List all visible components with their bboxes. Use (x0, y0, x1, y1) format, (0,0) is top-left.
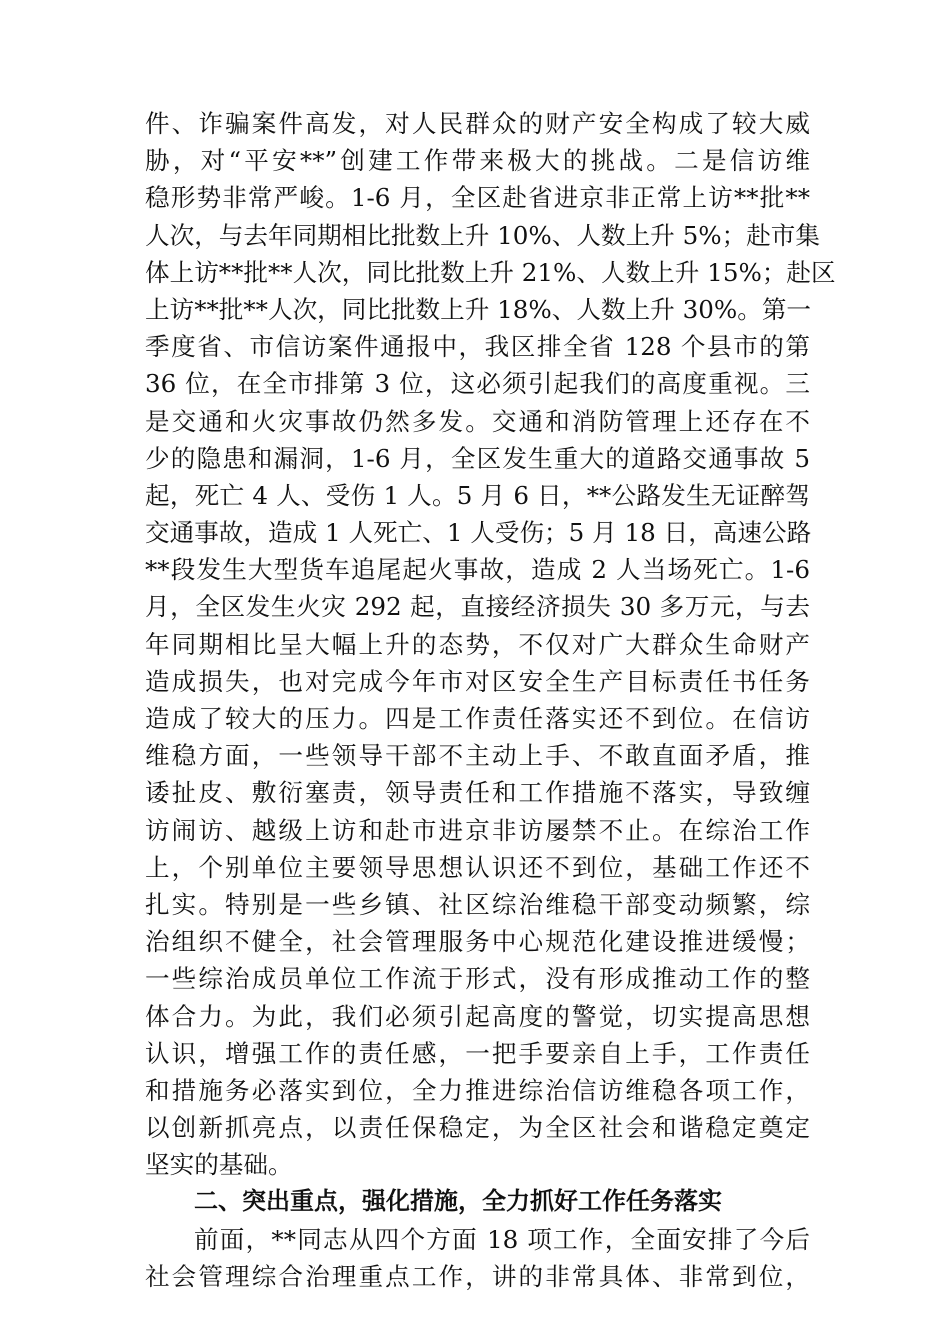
text-line: 维稳方面，一些领导干部不主动上手、不敢直面矛盾，推 (145, 741, 810, 771)
text-line: 少的隐患和漏洞，1-6 月，全区发生重大的道路交通事故 5 (145, 443, 810, 473)
text-line: 件、诈骗案件高发，对人民群众的财产安全构成了较大威 (145, 109, 810, 138)
text-line: 上，个别单位主要领导思想认识还不到位，基础工作还不 (145, 852, 810, 882)
text-line: 交通事故，造成 1 人死亡、1 人受伤；5 月 18 日，高速公路 (145, 518, 812, 548)
text-line: 造成损失，也对完成今年市对区安全生产目标责任书任务 (145, 666, 810, 696)
text-line: 起，死亡 4 人、受伤 1 人。5 月 6 日，**公路发生无证醉驾 (145, 480, 810, 510)
text-line: 和措施务必落实到位，全力推进综治信访维稳各项工作， (145, 1075, 810, 1105)
text-line: 坚实的基础。 (145, 1150, 293, 1180)
text-line: 年同期相比呈大幅上升的态势，不仅对广大群众生命财产 (145, 629, 810, 659)
text-line: 36 位，在全市排第 3 位，这必须引起我们的高度重视。三 (145, 369, 810, 399)
text-line: 一些综治成员单位工作流于形式，没有形成推动工作的整 (145, 964, 810, 994)
text-line: 社会管理综合治理重点工作，讲的非常具体、非常到位， (145, 1261, 810, 1291)
text-line: 胁，对“平安**”创建工作带来极大的挑战。二是信访维 (145, 146, 810, 176)
text-line: 治组织不健全，社会管理服务中心规范化建设推进缓慢； (145, 927, 810, 957)
text-line: 扎实。特别是一些乡镇、社区综治维稳干部变动频繁，综 (145, 889, 810, 919)
text-line: 以创新抓亮点，以责任保稳定，为全区社会和谐稳定奠定 (145, 1113, 810, 1143)
text-line: **段发生大型货车追尾起火事故，造成 2 人当场死亡。1-6 (145, 555, 810, 585)
paragraph-first-line: 前面，**同志从四个方面 18 项工作，全面安排了今后 (194, 1224, 810, 1254)
text-line: 稳形势非常严峻。1-6 月，全区赴省进京非正常上访**批** (145, 183, 810, 213)
text-line: 人次，与去年同期相比批数上升 10%、人数上升 5%；赴市集 (145, 220, 820, 250)
text-line: 体上访**批**人次，同比批数上升 21%、人数上升 15%；赴区 (145, 257, 836, 287)
body-text (145, 105, 836, 1295)
text-line: 月，全区发生火灾 292 起，直接经济损失 30 多万元，与去 (145, 592, 810, 622)
text-line: 是交通和火灾事故仍然多发。交通和消防管理上还存在不 (145, 406, 810, 436)
section-heading: 二、突出重点，强化措施，全力抓好工作任务落实 (194, 1187, 722, 1216)
text-line: 上访**批**人次，同比批数上升 18%、人数上升 30%。第一 (145, 294, 812, 324)
text-line: 造成了较大的压力。四是工作责任落实还不到位。在信访 (145, 704, 810, 733)
text-line: 访闹访、越级上访和赴市进京非访屡禁不止。在综治工作 (145, 815, 810, 845)
text-line: 认识，增强工作的责任感，一把手要亲自上手，工作责任 (145, 1038, 810, 1068)
text-line: 体合力。为此，我们必须引起高度的警觉，切实提高思想 (145, 1001, 810, 1031)
text-line: 诿扯皮、敷衍塞责，领导责任和工作措施不落实，导致缠 (145, 778, 810, 808)
text-line: 季度省、市信访案件通报中，我区排全省 128 个县市的第 (145, 332, 810, 362)
